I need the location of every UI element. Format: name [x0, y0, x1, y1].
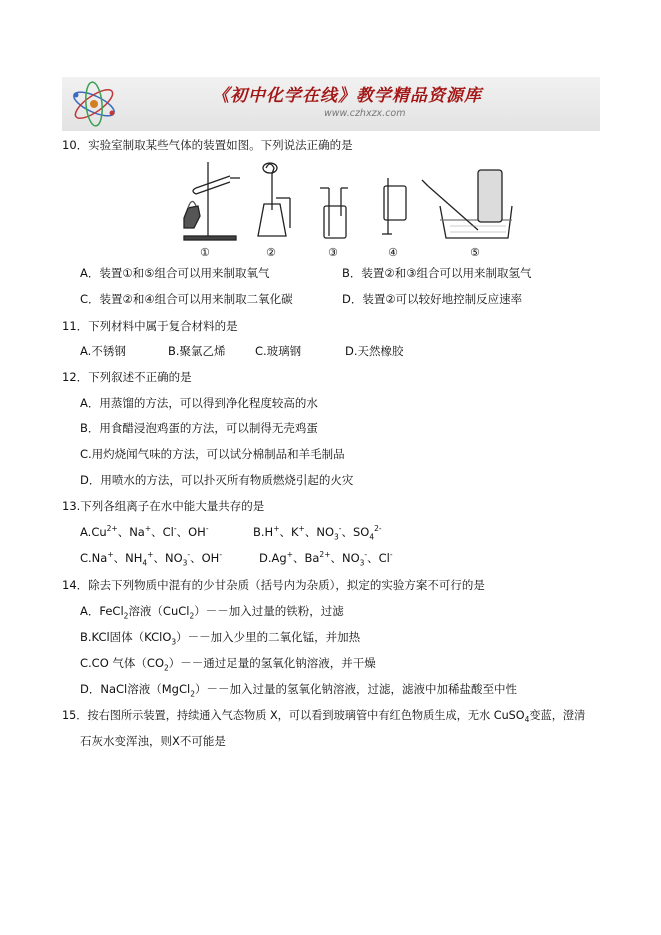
question-11-option-d: D.天然橡胶	[345, 344, 404, 358]
question-13-option-d: D.Ag+、$Ba^{2+}$、$NO_3^-$、Cl-	[259, 550, 393, 568]
figure-label-1: ①	[200, 246, 210, 259]
apparatus-figure	[178, 158, 513, 261]
figure-label-3: ③	[328, 246, 338, 259]
apparatus-4-inverted-bottle	[382, 178, 406, 234]
question-12-option-a: A．用蒸馏的方法，可以得到净化程度较高的水	[80, 396, 318, 410]
question-11-option-a: A.不锈钢	[80, 344, 126, 358]
figure-label-4: ④	[388, 246, 398, 259]
apparatus-2-flask-funnel	[258, 163, 290, 236]
figure-label-5: ⑤	[470, 246, 480, 259]
question-10-option-d: D．装置②可以较好地控制反应速率	[342, 292, 523, 306]
question-13-option-c: C.Na+、$NH_4^+$、$NO_3^-$、OH-	[80, 550, 223, 568]
question-14-option-b: B.KCl固体（KClO$_3$）－－加入少里的二氧化锰，并加热	[80, 630, 361, 647]
apparatus-1-heating-tube	[184, 162, 240, 240]
figure-label-2: ②	[266, 246, 276, 259]
question-12-option-b: B．用食醋浸泡鸡蛋的方法，可以制得无壳鸡蛋	[80, 421, 318, 435]
question-10-option-b: B．装置②和③组合可以用来制取氢气	[342, 266, 532, 280]
question-10-stem: 10．实验室制取某些气体的装置如图。下列说法正确的是	[62, 138, 353, 152]
atom-logo-icon	[64, 79, 126, 129]
question-14-stem: 14．除去下列物质中混有的少甘杂质（括号内为杂质），拟定的实验方案不可行的是	[62, 578, 485, 592]
question-13-option-a: $A.Cu^{2+}$、Na+、Cl-、OH-	[80, 524, 209, 539]
banner-title: 《初中化学在线》教学精品资源库	[212, 86, 482, 106]
question-11-option-c: C.玻璃钢	[255, 344, 302, 358]
question-14-option-d: D．NaCl溶液（MgCl$_2$）－－加入过量的氢氧化钠溶液，过滤，滤液中加稀盐酸至中性	[80, 682, 517, 699]
header-banner	[62, 77, 600, 131]
question-11-option-b: B.聚氯乙烯	[168, 344, 226, 358]
question-14-option-a: A．FeCl$_2$溶液（CuCl$_2$）－－加入过量的铁粉，过滤	[80, 604, 344, 621]
question-12-stem: 12．下列叙述不正确的是	[62, 370, 192, 384]
question-13-stem: 13.下列各组离子在水中能大量共存的是	[62, 499, 265, 513]
banner-url: www.czhxzx.com	[324, 108, 406, 119]
question-15-stem: 15．按右图所示装置，持续通入气态物质 X，可以看到玻璃管中有红色物质生成，无水 CuSO$_4$变蓝，澄清	[62, 709, 586, 725]
question-12-option-d: D．用喷水的方法，可以扑灭所有物质燃烧引起的火灾	[80, 473, 354, 487]
apparatus-3-gas-bottle	[320, 188, 348, 238]
question-15-stem-continued: 石灰水变浑浊，则X不可能是	[80, 734, 226, 748]
question-10-option-c: C．装置②和④组合可以用来制取二氧化碳	[80, 292, 293, 306]
apparatus-5-water-trough	[422, 170, 512, 238]
question-14-option-c: C.CO 气体$(CO_2)--$通过足量的氢氧化钠溶液，并干燥	[80, 656, 376, 673]
question-11-stem: 11．下列材料中属于复合材料的是	[62, 319, 238, 333]
question-10-option-a: A．装置①和⑤组合可以用来制取氧气	[80, 266, 270, 280]
question-13-option-b: B.H+、K+、$NO_3^-$、$SO_4^{2-}$	[253, 524, 382, 542]
question-12-option-c: C.用灼烧闻气味的方法，可以试分棉制品和羊毛制品	[80, 447, 345, 461]
